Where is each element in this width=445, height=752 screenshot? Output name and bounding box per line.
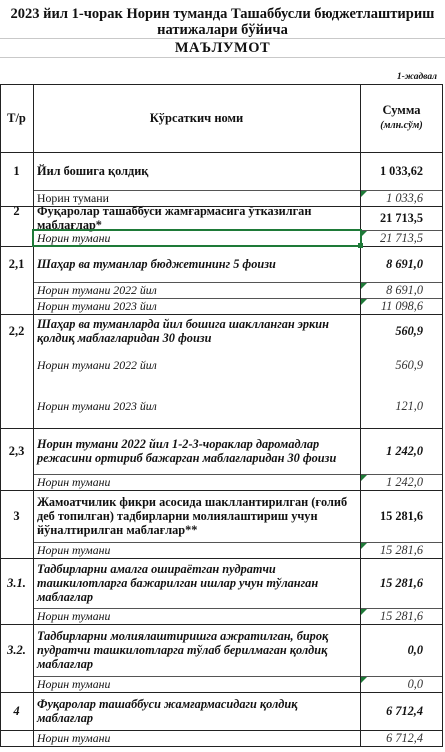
row-name[interactable]: Тадбирларни молиялаштиришга ажратилган, бироқ пудратчи ташкилотларга тўлаб берилмаган қолдиқ маблағлар	[37, 629, 329, 671]
row-no: 3	[13, 508, 20, 523]
row-value[interactable]: 1 242,0	[386, 443, 423, 458]
row-name[interactable]: Йил бошига қолдиқ	[37, 164, 149, 178]
row-value[interactable]: 11 098,6	[380, 298, 423, 313]
row-name[interactable]: Норин тумани	[37, 231, 111, 245]
row-value[interactable]: 21 713,5	[379, 230, 423, 245]
grid-line	[0, 84, 1, 747]
row-value[interactable]: 560,9	[395, 323, 423, 338]
grid-line	[0, 490, 443, 491]
row-name[interactable]: Норин тумани 2023 йил	[37, 399, 157, 413]
row-no: 2,1	[8, 256, 25, 271]
row-value[interactable]: 15 281,6	[379, 508, 423, 523]
row-value[interactable]: 0,0	[407, 676, 423, 691]
row-no: 2	[13, 203, 20, 218]
grid-line	[33, 190, 443, 191]
divider	[0, 38, 445, 39]
row-value[interactable]: 6 712,4	[386, 703, 423, 718]
grid-line	[0, 558, 443, 559]
cell-indicator	[361, 609, 367, 615]
row-value[interactable]: 8 691,0	[386, 282, 423, 297]
grid-line	[33, 608, 443, 609]
column-header-name: Кўрсаткич номи	[149, 110, 244, 125]
row-no: 1	[13, 163, 20, 178]
cell-indicator	[361, 475, 367, 481]
row-name[interactable]: Тадбирларни амалга оширaётган пудратчи ташкилотларга бажарилган ишлар учун тўланган маблағлар	[37, 562, 319, 604]
grid-line	[33, 542, 443, 543]
row-name[interactable]: Шаҳар ва туманлар бюджетининг 5 фоизи	[37, 257, 276, 271]
row-name[interactable]: Фуқаролар ташаббуси жамғармасидаги қолдиқ маблағлар	[37, 697, 298, 725]
row-name[interactable]: Норин тумани	[37, 191, 109, 205]
row-name[interactable]: Норин тумани	[37, 731, 111, 745]
report-subtitle: МАЪЛУМОТ	[174, 40, 271, 56]
row-name[interactable]: Норин тумани 2023 йил	[37, 299, 157, 313]
row-value[interactable]: 1 033,62	[379, 163, 423, 178]
report-title-line1: 2023 йил 1-чорак Норин туманда Ташаббусли бюджетлаштириш	[10, 6, 435, 22]
cell-indicator	[361, 299, 367, 305]
row-value[interactable]: 15 281,6	[379, 608, 423, 623]
row-no: 4	[13, 703, 20, 718]
data-table	[0, 84, 443, 747]
column-header-sum-label: Сумма	[382, 103, 421, 117]
row-no: 3.1.	[7, 575, 26, 590]
row-no: 3.2.	[7, 642, 26, 657]
row-name[interactable]: Норин тумани	[37, 677, 111, 691]
row-name[interactable]: Норин тумани 2022 йил	[37, 283, 157, 297]
column-header-no: Т/р	[7, 110, 26, 125]
row-value[interactable]: 15 281,6	[379, 542, 423, 557]
grid-line	[0, 84, 443, 85]
report-title-line2: натижалари бўйича	[157, 22, 288, 38]
column-header-unit: (млн.сўм)	[380, 120, 423, 131]
grid-line	[0, 624, 443, 625]
grid-line	[360, 84, 361, 747]
fill-handle[interactable]	[358, 243, 363, 248]
cell-indicator	[361, 283, 367, 289]
row-value[interactable]: 21 713,5	[379, 210, 423, 225]
grid-line	[0, 692, 443, 693]
row-no: 2,3	[8, 443, 25, 458]
row-value[interactable]: 560,9	[395, 357, 423, 372]
row-name[interactable]: Норин тумани 2022 йил 1-2-3-чораклар даромадлар режасини ортириб бажарган маблағларидан 30 фоизи	[37, 437, 337, 465]
row-name[interactable]: Жамоатчилик фикри асосида шакллантирилган (ғолиб деб топилган) тадбирларни молиялаштириш учун йўналтирилган маблағлар**	[37, 495, 348, 537]
row-name[interactable]: Норин тумани	[37, 543, 111, 557]
row-value[interactable]: 6 712,4	[386, 730, 423, 745]
row-value[interactable]: 0,0	[407, 642, 423, 657]
row-name[interactable]: Норин тумани	[37, 475, 111, 489]
grid-line	[33, 474, 443, 475]
cell-selection[interactable]	[32, 229, 362, 247]
row-no: 2,2	[8, 323, 25, 338]
grid-line	[0, 314, 443, 315]
divider	[0, 57, 445, 58]
row-value[interactable]: 1 033,6	[386, 190, 423, 205]
grid-line	[33, 298, 443, 299]
row-value[interactable]: 15 281,6	[379, 575, 423, 590]
row-name[interactable]: Шаҳар ва туманларда йил бошига шаклланган эркин қолдиқ маблағларидан 30 фоизи	[37, 317, 329, 345]
row-value[interactable]: 1 242,0	[386, 474, 423, 489]
grid-line	[0, 730, 443, 731]
grid-line	[33, 676, 443, 677]
row-value[interactable]: 121,0	[395, 398, 423, 413]
cell-indicator	[361, 543, 367, 549]
cell-indicator	[361, 677, 367, 683]
row-name[interactable]: Норин тумани 2022 йил	[37, 358, 157, 372]
grid-line	[0, 428, 443, 429]
grid-line	[33, 84, 34, 747]
row-value[interactable]: 8 691,0	[386, 256, 423, 271]
column-header-sum	[360, 84, 443, 152]
row-name[interactable]: Фуқаролар ташаббуси жамғармасига ўтказилган маблағлар*	[37, 204, 312, 232]
appendix-label: 1-жадвал	[396, 72, 437, 82]
grid-line	[442, 84, 443, 747]
cell-indicator	[361, 191, 367, 197]
grid-line	[0, 746, 443, 747]
grid-line	[0, 206, 443, 207]
cell-indicator	[361, 231, 367, 237]
row-name[interactable]: Норин тумани	[37, 609, 111, 623]
grid-line	[33, 282, 443, 283]
grid-line	[0, 152, 443, 153]
